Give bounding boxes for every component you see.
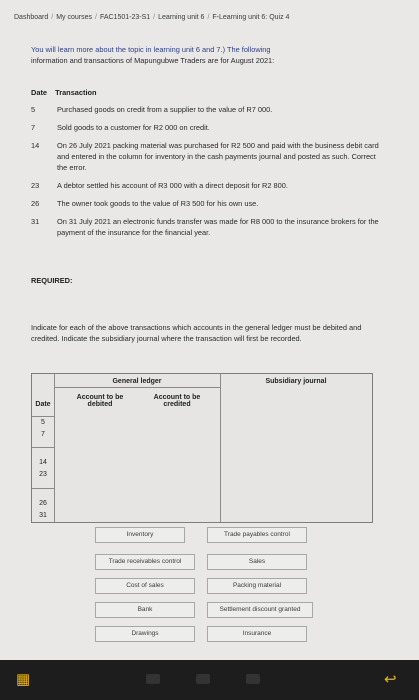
transaction-text: Purchased goods on credit from a supplier to the value of R7 000.: [57, 105, 273, 114]
taskbar-app-icon[interactable]: [196, 674, 210, 684]
transaction-date: 7: [31, 123, 36, 132]
transaction-text: Sold goods to a customer for R2 000 on credit.: [57, 123, 210, 132]
subsidiary-journal-header: Subsidiary journal: [265, 378, 327, 385]
credited-header: Account to be credited: [153, 394, 201, 408]
breadcrumb-separator: /: [153, 14, 156, 21]
option-insurance[interactable]: Insurance: [207, 626, 307, 642]
table-divider: [54, 387, 220, 388]
ledger-date: 23: [39, 471, 47, 478]
breadcrumb-separator: /: [207, 14, 210, 21]
general-ledger-header: General ledger: [112, 378, 162, 385]
intro-text: [31, 44, 391, 66]
transaction-date: 23: [31, 181, 40, 190]
transaction-row: [31, 198, 381, 209]
drag-options: [85, 527, 325, 647]
ledger-date: 31: [39, 512, 47, 519]
taskbar-app-icon[interactable]: [246, 674, 260, 684]
transactions-list: [31, 104, 381, 245]
transaction-row: [31, 180, 381, 191]
required-heading: REQUIRED:: [31, 276, 73, 285]
transactions-header: [31, 88, 97, 97]
option-trade-payables-control[interactable]: Trade payables control: [207, 527, 307, 543]
option-settlement-discount-granted[interactable]: Settlement discount granted: [207, 602, 313, 618]
recent-apps-icon[interactable]: ▦: [16, 671, 31, 688]
ledger-date: 5: [41, 419, 45, 426]
option-bank[interactable]: Bank: [95, 602, 195, 618]
breadcrumb-dashboard[interactable]: Dashboard: [14, 14, 49, 21]
option-sales[interactable]: Sales: [207, 554, 307, 570]
transaction-date: 31: [31, 217, 40, 226]
ledger-table: [31, 373, 373, 523]
transaction-date: 26: [31, 199, 40, 208]
option-inventory[interactable]: Inventory: [95, 527, 185, 543]
transaction-row: [31, 140, 381, 173]
option-packing-material[interactable]: Packing material: [207, 578, 307, 594]
table-divider: [220, 374, 221, 522]
transaction-text: A debtor settled his account of R3 000 with a direct deposit for R2 800.: [57, 181, 288, 190]
intro-lead: You will learn more about the topic in learning unit 6 and 7.) The following: [31, 45, 271, 54]
breadcrumb-course[interactable]: FAC1501-23-S1: [99, 14, 151, 21]
table-divider: [54, 374, 55, 522]
table-divider: [32, 447, 54, 448]
transaction-date: 5: [31, 105, 36, 114]
ledger-date: 7: [41, 431, 45, 438]
transactions-header-transaction: Transaction: [55, 88, 97, 97]
transaction-text: On 26 July 2021 packing material was purchased for R2 500 and paid with the business debit card and entered in the column for inventory in the cash payments journal and posted as such. Correct the error.: [57, 141, 379, 172]
option-drawings[interactable]: Drawings: [95, 626, 195, 642]
breadcrumb-quiz[interactable]: F-Learning unit 6: Quiz 4: [212, 14, 290, 21]
breadcrumb-learning-unit[interactable]: Learning unit 6: [158, 14, 205, 21]
debited-header: Account to be debited: [76, 394, 124, 408]
transaction-row: [31, 216, 381, 238]
table-divider: [32, 416, 54, 417]
ledger-date: 26: [39, 500, 47, 507]
transaction-row: [31, 104, 381, 115]
breadcrumb-my-courses[interactable]: My courses: [56, 14, 92, 21]
device-taskbar: [0, 660, 419, 700]
transaction-date: 14: [31, 141, 40, 150]
option-trade-receivables-control[interactable]: Trade receivables control: [95, 554, 195, 570]
breadcrumb: [14, 14, 414, 21]
back-icon[interactable]: ↩: [384, 671, 397, 688]
intro-rest: information and transactions of Mapungubwe Traders are for August 2021:: [31, 56, 275, 65]
ledger-date: 14: [39, 459, 47, 466]
transaction-row: [31, 122, 381, 133]
breadcrumb-separator: /: [51, 14, 54, 21]
transaction-text: The owner took goods to the value of R3 500 for his own use.: [57, 199, 259, 208]
option-cost-of-sales[interactable]: Cost of sales: [95, 578, 195, 594]
breadcrumb-separator: /: [95, 14, 97, 21]
transactions-header-date: Date: [31, 88, 48, 97]
taskbar-app-icon[interactable]: [146, 674, 160, 684]
table-divider: [32, 488, 54, 489]
transaction-text: On 31 July 2021 an electronic funds transfer was made for R8 000 to the insurance brokers for the payment of the insurance for the financial year.: [57, 217, 379, 237]
date-header: Date: [35, 401, 51, 408]
required-instruction: Indicate for each of the above transactions which accounts in the general ledger must be debited and credited. Indicate the subsidiary journal where the transaction will first be recorded.: [31, 323, 362, 343]
